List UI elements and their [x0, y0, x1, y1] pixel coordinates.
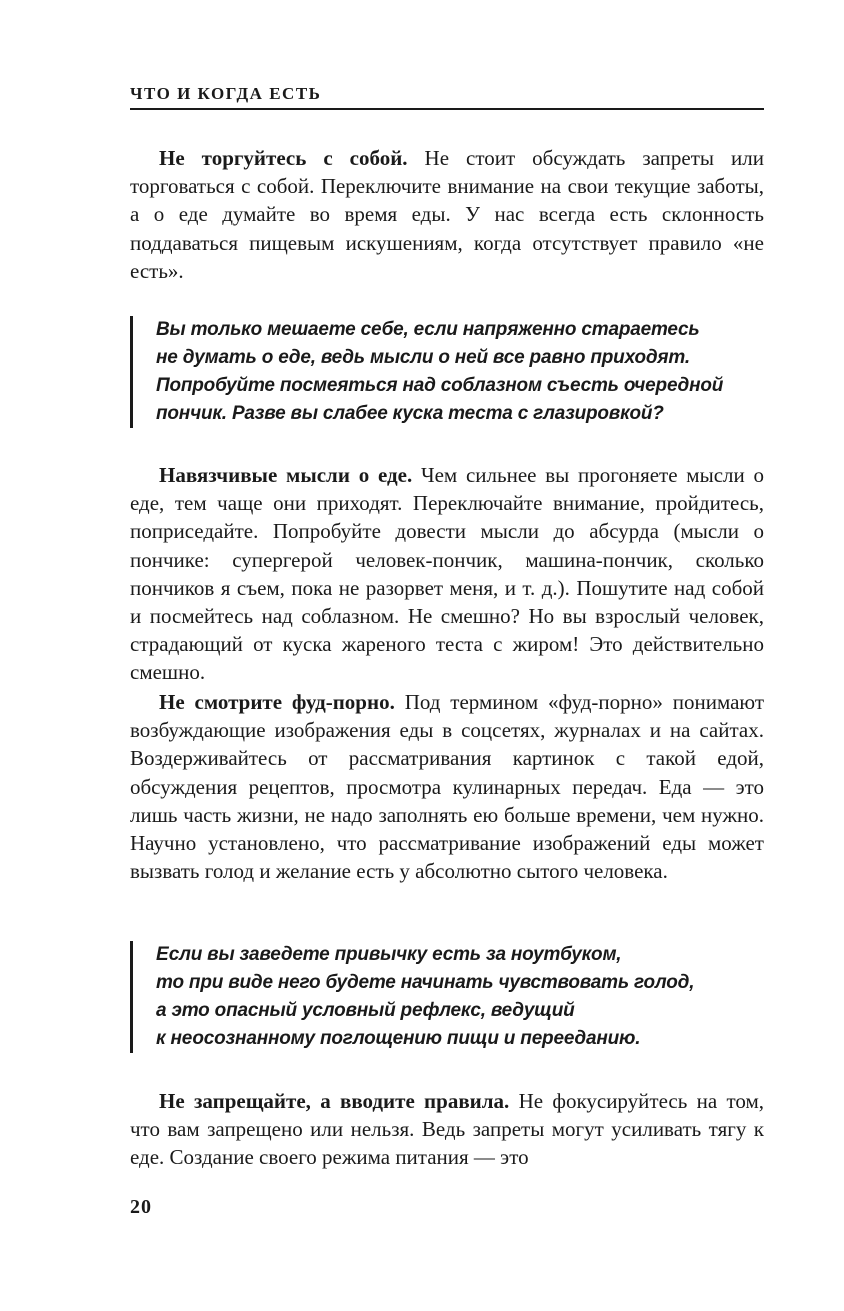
paragraph-food-porn — [130, 688, 764, 885]
paragraph-lead: Не запрещайте, а вводите правила. — [159, 1089, 510, 1113]
callout-quote — [130, 941, 764, 1053]
callout-line: пончик. Разве вы слабее куска теста с глазировкой? — [156, 403, 664, 424]
paragraph-text: Не стоит обсуждать запреты или торговаться с собой. Переключите внимание на свои текущие заботы, а о еде думайте во время еды. У нас всегда есть склонность поддаваться пищевым искушениям, когда отсутствует правило «не есть». — [130, 146, 764, 283]
paragraph-text: Не фокусируйтесь на том, что вам запрещено или нельзя. Ведь запреты могут усиливать тягу к еде. Создание своего режима питания — это — [130, 1089, 764, 1170]
callout-line: Вы только мешаете себе, если напряженно стараетесь — [156, 319, 700, 340]
paragraph-text: Под термином «фуд-порно» понимают возбуждающие изображения еды в соцсетях, журналах и на сайтах. Воздерживайтесь от рассматривания картинок с такой едой, обсуждения рецептов, просмотра кулинарных передач. Еда — это лишь часть жизни, не надо заполнять ею больше времени, чем нужно. Научно установлено, что рассматривание изображений еды может вызвать голод и желание есть у абсолютно сытого человека. — [130, 690, 764, 884]
paragraph-lead: Навязчивые мысли о еде. — [159, 463, 413, 487]
callout-line: не думать о еде, ведь мысли о ней все равно приходят. — [156, 347, 690, 368]
paragraph-rules — [130, 1087, 764, 1172]
paragraph-text: Чем сильнее вы прогоняете мысли о еде, тем чаще они приходят. Переключайте внимание, пройдитесь, поприседайте. Попробуйте довести мысли до абсурда (мысли о пончике: супергерой человек-пончик, машина-пончик, сколько пончиков я съем, пока не разорвет меня, и т. д.). Пошутите над собой и посмейтесь над соблазном. Не смешно? Но вы взрослый человек, страдающий от куска жареного теста с жиром! Это действительно смешно. — [130, 463, 765, 685]
callout-line: к неосознанному поглощению пищи и перееданию. — [156, 1028, 641, 1049]
running-head: ЧТО И КОГДА ЕСТЬ — [130, 84, 322, 103]
paragraph-no-bargaining — [130, 144, 764, 285]
paragraph-lead: Не торгуйтесь с собой. — [159, 146, 408, 170]
header-rule — [130, 108, 764, 110]
paragraph-obsessive-thoughts — [130, 461, 764, 687]
callout-line: а это опасный условный рефлекс, ведущий — [156, 1000, 575, 1021]
callout-line: Если вы заведете привычку есть за ноутбуком, — [156, 944, 622, 965]
callout-quote — [130, 316, 764, 428]
page-number: 20 — [130, 1196, 152, 1218]
paragraph-lead: Не смотрите фуд-порно. — [159, 690, 395, 714]
callout-line: то при виде него будете начинать чувствовать голод, — [156, 972, 695, 993]
callout-line: Попробуйте посмеяться над соблазном съесть очередной — [156, 375, 724, 396]
